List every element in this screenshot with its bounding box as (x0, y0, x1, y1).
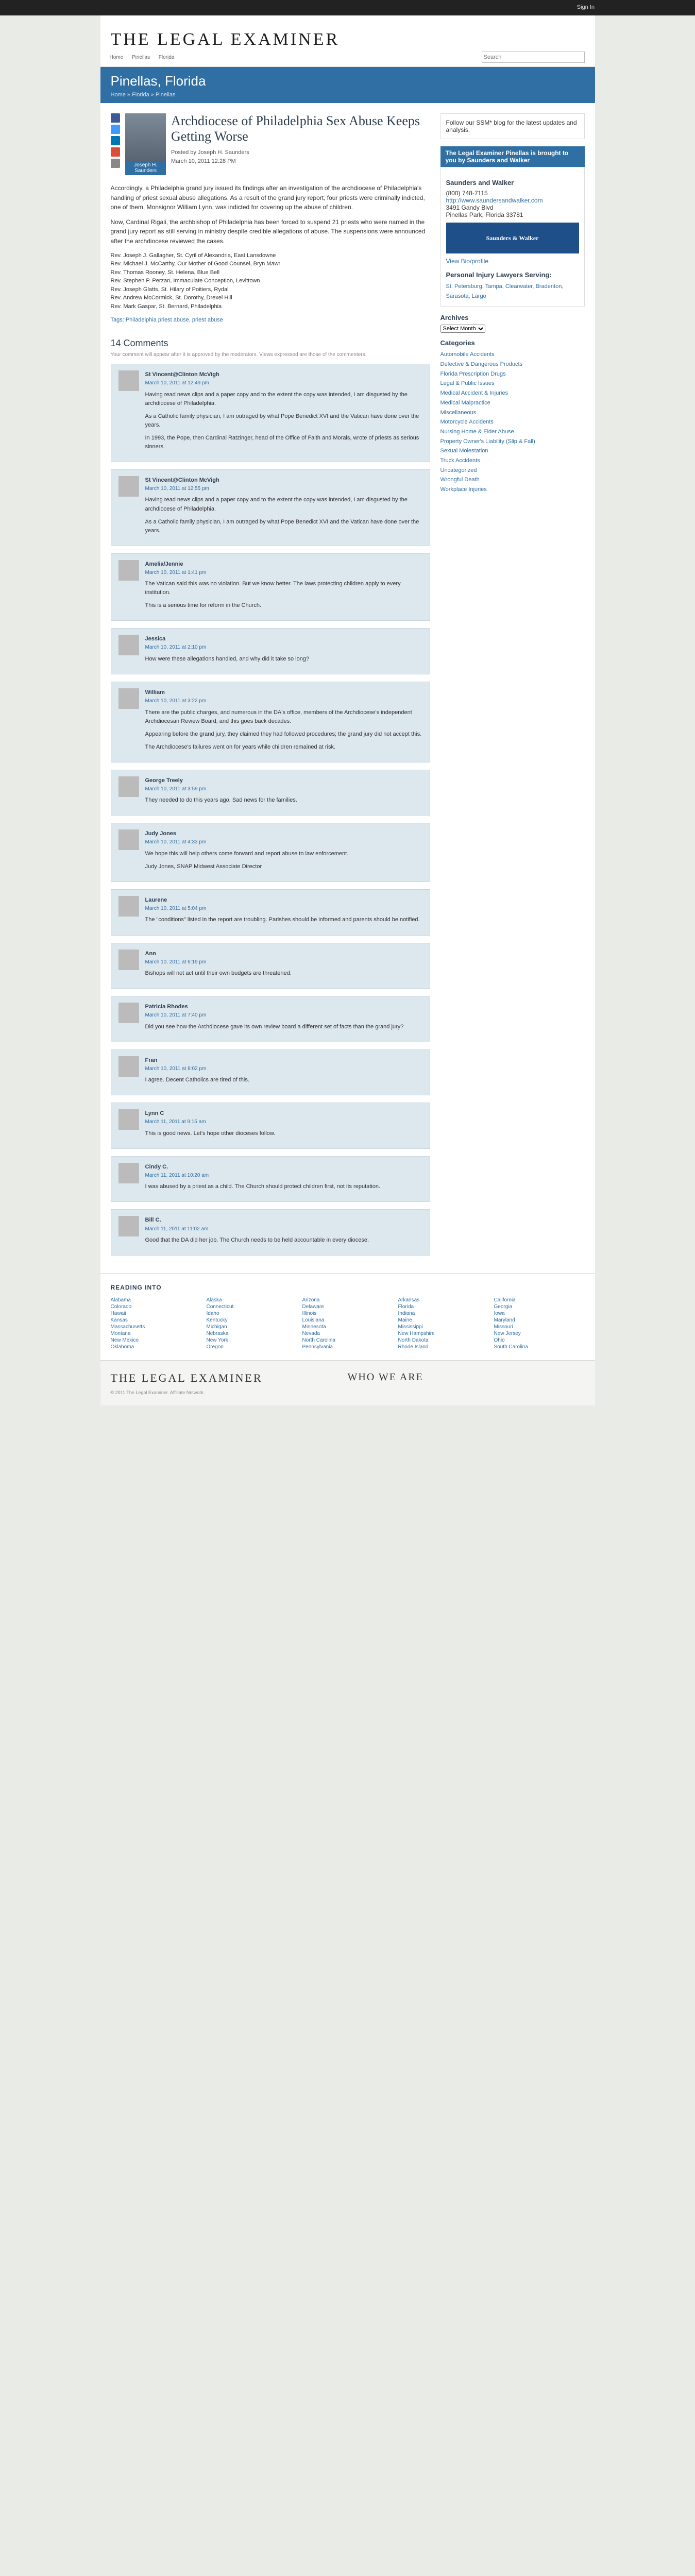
comment (111, 770, 430, 816)
related-link[interactable]: New Jersey (494, 1331, 521, 1337)
category-item[interactable]: Truck Accidents (440, 457, 480, 464)
related-link[interactable]: Delaware (302, 1304, 324, 1310)
view-bio-link[interactable]: View Bio/profile (446, 258, 488, 265)
twitter-icon[interactable] (111, 125, 120, 134)
comment-text: This is good news. Let's hope other dioceses follow. (145, 1130, 276, 1137)
avatar (118, 1003, 139, 1023)
avatar (118, 776, 139, 797)
comment-date[interactable]: March 10, 2011 at 1:41 pm (145, 569, 207, 575)
comment (111, 1209, 430, 1256)
article-column (111, 113, 430, 1263)
comment-text: Appearing before the grand jury, they claimed they had followed procedures; the grand jury did not accept this. (145, 731, 422, 737)
comment (111, 682, 430, 762)
related-link[interactable]: Florida (398, 1304, 414, 1310)
comment (111, 1156, 430, 1202)
priest-list-item: Rev. Andrew McCormick, St. Dorothy, Drexel Hill (110, 295, 232, 301)
location-banner (100, 67, 595, 103)
sponsor-box (440, 167, 585, 307)
category-item[interactable]: Miscellaneous (440, 409, 477, 416)
comment-text: They needed to do this years ago. Sad news for the families. (145, 797, 297, 804)
article-paragraph: Accordingly, a Philadelphia grand jury issued its findings after an investigation of the archdiocese of Philadelphia's handling of priest sexual abuse allegations. As a result of the grand jury report, four priests were criminally indicted, one of them, Monsignor William Lynn, was indicted for covering up the abuse of children. (110, 184, 425, 211)
priest-list (111, 251, 430, 311)
comment (111, 996, 430, 1042)
sidebar (440, 113, 585, 1263)
site-footer (100, 1360, 595, 1405)
avatar (118, 476, 139, 497)
comment-text: We hope this will help others come forward and report abuse to law enforcement. (145, 850, 349, 857)
firm-website[interactable]: http://www.saundersandwalker.com (446, 197, 543, 204)
category-item[interactable]: Defective & Dangerous Products (440, 361, 523, 368)
related-link[interactable]: Arkansas (398, 1297, 420, 1303)
comment-author[interactable]: Amelia/Jennie (145, 561, 183, 567)
related-link[interactable]: Minnesota (302, 1324, 326, 1330)
top-bar (0, 0, 695, 15)
comment-date[interactable]: March 10, 2011 at 6:19 pm (145, 959, 207, 965)
comment-author[interactable]: Judy Jones (145, 831, 177, 837)
comment (111, 469, 430, 546)
related-link[interactable]: Oklahoma (110, 1344, 134, 1350)
google-plus-icon[interactable] (111, 147, 120, 157)
archives-select[interactable] (440, 325, 485, 333)
related-link[interactable]: Mississippi (398, 1324, 423, 1330)
comment-text: The "conditions" listed in the report are troubling. Parishes should be informed and parents should be notified. (145, 917, 420, 923)
search-input[interactable] (482, 52, 585, 63)
category-item[interactable]: Medical Accident & Injuries (440, 390, 508, 397)
comment-text: In 1993, the Pope, then Cardinal Ratzinger, head of the Office of Faith and Morals, wrote of priests as serious sinners. (145, 434, 419, 450)
avatar (118, 370, 139, 391)
firm-name[interactable]: Saunders and Walker (446, 179, 514, 187)
category-list (440, 350, 585, 494)
related-link[interactable]: South Carolina (494, 1344, 528, 1350)
comment-list (111, 364, 430, 1256)
share-buttons (111, 113, 121, 175)
related-link[interactable]: Alabama (110, 1297, 131, 1303)
avatar (118, 1109, 139, 1130)
comment-text: Having read news clips and a paper copy and to the extent the copy was intended, I am disgusted by the archdiocese of Philadelphia. (145, 497, 408, 512)
related-link[interactable]: Oregon (206, 1344, 224, 1350)
comment-author[interactable]: Jessica (145, 636, 166, 642)
comment-date[interactable]: March 10, 2011 at 12:55 pm (145, 485, 209, 492)
article-meta (171, 148, 430, 165)
main-area (100, 103, 595, 1273)
article-title: Archdiocese of Philadelphia Sex Abuse Keeps Getting Worse (171, 113, 420, 144)
priest-list-item: Rev. Joseph J. Gallagher, St. Cyril of Alexandria, East Lansdowne (110, 252, 276, 259)
sponsor-heading: The Legal Examiner Pinellas is brought to you by Saunders and Walker (440, 146, 585, 167)
related-link[interactable]: Illinois (302, 1311, 317, 1317)
site-header (100, 15, 595, 67)
category-item[interactable]: Sexual Molestation (440, 448, 488, 454)
comment-text: As a Catholic family physician, I am outraged by what Pope Benedict XVI and the Vatican have done over the years. (145, 518, 419, 534)
comment (111, 943, 430, 989)
related-link[interactable]: Hawaii (110, 1311, 126, 1317)
comment-date[interactable]: March 10, 2011 at 3:22 pm (145, 698, 207, 704)
category-item[interactable]: Medical Malpractice (440, 399, 490, 406)
related-link[interactable]: Idaho (206, 1311, 219, 1317)
category-item[interactable]: Wrongful Death (440, 477, 480, 483)
comment-author[interactable]: George Treely (145, 777, 183, 784)
category-item[interactable]: Property Owner's Liability (Slip & Fall) (440, 438, 535, 445)
page-wrapper (100, 15, 595, 1405)
category-item[interactable]: Florida Prescription Drugs (440, 370, 506, 377)
sidebar-ad[interactable] (440, 113, 585, 139)
main-nav (110, 55, 182, 60)
comment-date[interactable]: March 10, 2011 at 4:33 pm (145, 839, 207, 845)
comment (111, 364, 430, 462)
firm-phone: (800) 748-7115 (446, 190, 488, 197)
related-link[interactable]: New Hampshire (398, 1331, 435, 1337)
comment-text: As a Catholic family physician, I am outraged by what Pope Benedict XVI and the Vatican have done over the years. (145, 413, 419, 428)
comment (111, 628, 430, 674)
category-item[interactable]: Legal & Public Issues (440, 380, 495, 387)
comment-author[interactable]: William (145, 689, 165, 696)
related-link[interactable]: Michigan (206, 1324, 227, 1330)
related-link[interactable]: Kentucky (206, 1317, 228, 1324)
related-link[interactable]: Georgia (494, 1304, 513, 1310)
breadcrumb[interactable]: Home » Florida » Pinellas (110, 92, 176, 98)
related-link[interactable]: Pennsylvania (302, 1344, 333, 1350)
related-link[interactable]: Montana (110, 1331, 131, 1337)
category-item[interactable]: Nursing Home & Elder Abuse (440, 428, 514, 435)
comment-author[interactable]: Lynn C (145, 1110, 164, 1117)
related-link[interactable]: Arizona (302, 1297, 320, 1303)
comment-text: I agree. Decent Catholics are tired of this. (145, 1077, 249, 1083)
comment-author[interactable]: St Vincent@Clinton McVigh (145, 371, 219, 378)
site-logo[interactable]: THE LEGAL EXAMINER (110, 30, 340, 49)
comment (111, 1049, 430, 1096)
avatar (118, 829, 139, 850)
served-title: Personal Injury Lawyers Serving: (446, 271, 552, 279)
comment-date[interactable]: March 10, 2011 at 2:10 pm (145, 645, 207, 651)
related-link[interactable]: Rhode Island (398, 1344, 429, 1350)
comment-text: Judy Jones, SNAP Midwest Associate Director (145, 863, 262, 870)
related-link[interactable]: North Dakota (398, 1337, 429, 1344)
comment-date[interactable]: March 11, 2011 at 10:20 am (145, 1172, 209, 1178)
comment (111, 1103, 430, 1149)
category-item[interactable]: Automobile Accidents (440, 351, 495, 358)
article-date: March 10, 2011 12:28 PM (171, 158, 236, 164)
comment-date[interactable]: March 10, 2011 at 12:49 pm (145, 380, 209, 386)
sidebar-ad-text: Follow our SSM* blog for the latest updates and analysis. (446, 119, 577, 133)
related-link[interactable]: Nevada (302, 1331, 320, 1337)
comments-note: Your comment will appear after it is approved by the moderators. Views expressed are those of the commenters. (110, 352, 367, 358)
comment-text: The Archdiocese's failures went on for years while children remained at risk. (145, 743, 336, 750)
category-item[interactable]: Workplace Injuries (440, 486, 487, 493)
priest-list-item: Rev. Mark Gaspar, St. Bernard, Philadelphia (110, 303, 222, 310)
facebook-icon[interactable] (111, 113, 120, 123)
related-link[interactable]: Alaska (206, 1297, 222, 1303)
related-link[interactable]: Massachusetts (110, 1324, 145, 1330)
firm-city: Pinellas Park, Florida 33781 (446, 211, 523, 218)
article-body (111, 183, 430, 325)
avatar (118, 1216, 139, 1236)
category-item[interactable]: Motorcycle Accidents (440, 419, 494, 426)
footer-copyright: © 2011 The Legal Examiner. Affiliate Network. (110, 1390, 205, 1396)
related-link[interactable]: Iowa (494, 1311, 505, 1317)
nav-item[interactable]: Pinellas (131, 55, 150, 60)
nav-item[interactable]: Home (109, 55, 124, 60)
comment-author[interactable]: Cindy C. (145, 1163, 168, 1170)
firm-address: 3491 Gandy Blvd (446, 204, 494, 211)
comment-text: The Vatican said this was no violation. But we know better. The laws protecting children apply to every institution. (145, 581, 401, 596)
avatar (118, 950, 139, 970)
served-areas: St. Petersburg, Tampa, Clearwater, Bradenton, Sarasota, Largo (446, 283, 564, 299)
avatar (118, 688, 139, 709)
comment-text: Having read news clips and a paper copy and to the extent the copy was intended, I am disgusted by the archdiocese of Philadelphia. (145, 391, 408, 406)
author-photo-caption: Joseph H. Saunders (125, 161, 166, 175)
priest-list-item: Rev. Thomas Rooney, St. Helena, Blue Bell (110, 269, 220, 276)
comment-text: There are the public charges, and numerous in the DA's office, members of the Archdiocese's independent Archdiocesan Review Board, and this goes back decades. (145, 709, 412, 724)
article-paragraph: Now, Cardinal Rigali, the archbishop of Philadelphia has been forced to suspend 21 priests who were named in the grand jury report as still serving in ministry despite credible allegations of abuse. The suspensions were announced after the archdiocese reviewed the cases. (110, 218, 426, 245)
avatar (118, 896, 139, 917)
comment-author[interactable]: Ann (145, 950, 156, 957)
priest-list-item: Rev. Stephen P. Perzan, Immaculate Conception, Levittown (110, 278, 260, 284)
related-link[interactable]: Maine (398, 1317, 412, 1324)
comment-date[interactable]: March 10, 2011 at 3:59 pm (145, 786, 207, 792)
page-title: Pinellas, Florida (110, 73, 206, 89)
comment-author[interactable]: Fran (145, 1057, 158, 1063)
firm-logo[interactable]: Saunders & Walker (446, 223, 579, 253)
comment-date[interactable]: March 11, 2011 at 9:15 am (145, 1119, 206, 1125)
article-author[interactable]: Posted by Joseph H. Saunders (171, 149, 249, 156)
categories-title: Categories (440, 339, 475, 347)
related-link[interactable]: Colorado (110, 1304, 132, 1310)
comment-date[interactable]: March 10, 2011 at 5:04 pm (145, 905, 207, 911)
related-link[interactable]: New Mexico (110, 1337, 139, 1344)
avatar (118, 1056, 139, 1077)
footer-who-we-are: WHO WE ARE (347, 1371, 423, 1383)
comment (111, 553, 430, 621)
comment-date[interactable]: March 10, 2011 at 8:02 pm (145, 1065, 207, 1072)
comment-date[interactable]: March 11, 2011 at 11:02 am (145, 1226, 209, 1232)
related-link[interactable]: New York (206, 1337, 228, 1344)
related-link[interactable]: Connecticut (206, 1304, 234, 1310)
related-section (100, 1273, 595, 1360)
related-link[interactable]: North Carolina (302, 1337, 335, 1344)
comment-author[interactable]: St Vincent@Clinton McVigh (145, 477, 219, 483)
related-link[interactable]: Louisiana (302, 1317, 325, 1324)
sign-in-link[interactable]: Sign In (577, 4, 595, 10)
related-grid (111, 1297, 585, 1350)
comment-text: This is a serious time for reform in the Church. (145, 602, 262, 609)
category-item[interactable]: Uncategorized (440, 467, 477, 473)
article-header (111, 113, 430, 175)
comment-author[interactable]: Laurene (145, 896, 167, 903)
related-link[interactable]: Missouri (494, 1324, 513, 1330)
priest-list-item: Rev. Michael J. McCarthy, Our Mother of Good Counsel, Bryn Mawr (110, 261, 281, 267)
related-link[interactable]: Maryland (494, 1317, 515, 1324)
related-title: READING INTO (110, 1284, 162, 1292)
related-link[interactable]: Kansas (110, 1317, 128, 1324)
comments-heading: 14 Comments (110, 338, 168, 349)
comment-author[interactable]: Bill C. (145, 1217, 161, 1224)
comment (111, 823, 430, 882)
comment-text: How were these allegations handled, and why did it take so long? (145, 655, 310, 662)
avatar (118, 560, 139, 581)
article-title-block (171, 113, 430, 175)
avatar (118, 635, 139, 655)
related-link[interactable]: California (494, 1297, 516, 1303)
priest-list-item: Rev. Joseph Glatts, St. Hilary of Poitiers, Rydal (110, 286, 229, 293)
footer-logo[interactable]: THE LEGAL EXAMINER (110, 1371, 263, 1385)
linkedin-icon[interactable] (111, 136, 120, 145)
archives-title: Archives (440, 314, 469, 322)
comment-text: Good that the DA did her job. The Church needs to be held accountable in every diocese. (145, 1237, 369, 1244)
comment-date[interactable]: March 10, 2011 at 7:40 pm (145, 1012, 207, 1019)
comment (111, 889, 430, 936)
comment-text: I was abused by a priest as a child. The Church should protect children first, not its reputation. (145, 1183, 381, 1190)
comment-text: Did you see how the Archdiocese gave its own review board a different set of facts than the grand jury? (145, 1023, 404, 1030)
author-photo[interactable] (125, 113, 166, 175)
avatar (118, 1163, 139, 1183)
related-link[interactable]: Nebraska (206, 1331, 229, 1337)
comment-text: Bishops will not act until their own budgets are threatened. (145, 970, 292, 977)
related-link[interactable]: Indiana (398, 1311, 415, 1317)
nav-item[interactable]: Florida (158, 55, 175, 60)
comment-author[interactable]: Patricia Rhodes (145, 1004, 188, 1010)
email-icon[interactable] (111, 159, 120, 168)
article-tags[interactable]: Tags: Philadelphia priest abuse, priest abuse (110, 317, 223, 324)
related-link[interactable]: Ohio (494, 1337, 505, 1344)
